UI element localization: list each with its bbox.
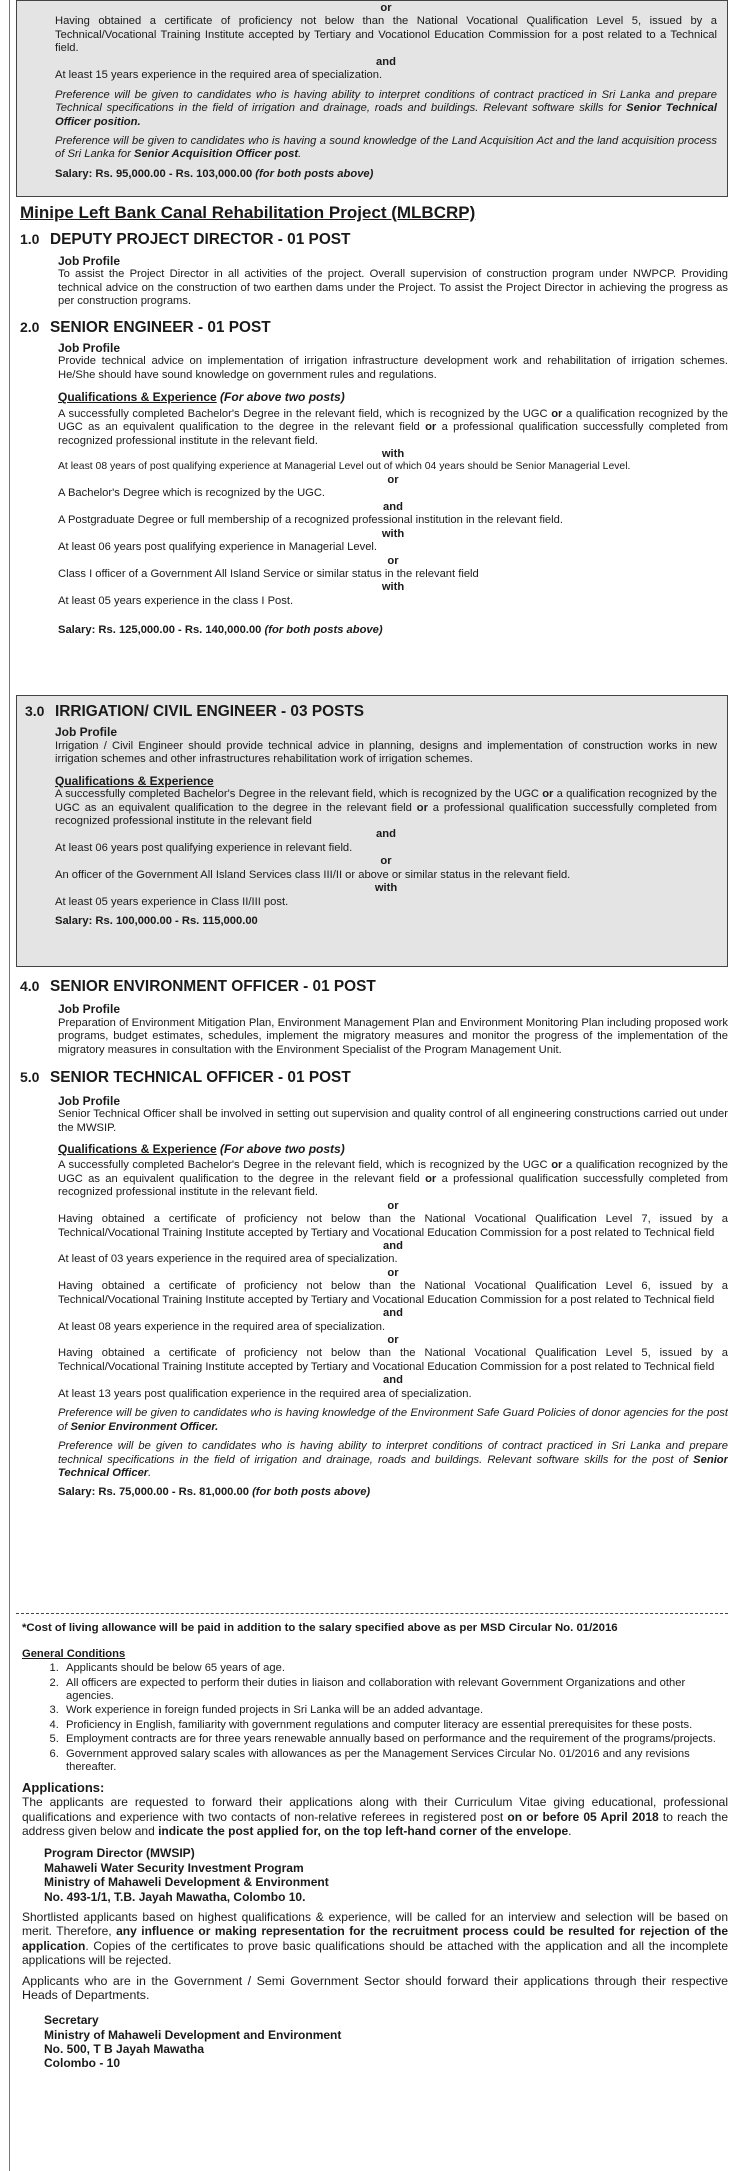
job-profile-label: Job Profile [58, 253, 121, 268]
government-officer: An officer of the Government All Island Services class III/II or above or similar status in the relevant field. [55, 868, 571, 881]
list-item: 3. Work experience in foreign funded projects in Sri Lanka will be an added advantage. [62, 1704, 728, 1717]
nvq6-requirement: Having obtained a certificate of proficiency not below than the National Vocational Qualification Level 6, issued by a Technical/Vocational Training Institute accepted by Tertiary and Vocational Education Commission for a post related to Technical field [58, 1280, 728, 1306]
qualifications-heading [58, 390, 728, 404]
address-line: No. 500, T B Jayah Mawatha [44, 2042, 205, 2057]
address-line: Secretary [44, 2013, 99, 2028]
and-connector: and [383, 1307, 403, 1320]
experience-06-years: At least 06 years post qualifying experience in relevant field. [55, 841, 353, 854]
and-connector: and [383, 1374, 403, 1387]
nvq5-requirement: Having obtained a certificate of proficiency not below than the National Vocational Qualification Level 5, issued by a Technical/Vocational Training Institute accepted by Tertiary and Vocational Education Commission for a post related to Technical field [58, 1347, 728, 1373]
or-inline: or [551, 1159, 563, 1172]
preference-post: Senior Environment Officer. [70, 1420, 219, 1433]
salary-range: Salary: Rs. 100,000.00 - Rs. 115,000.00 [55, 915, 258, 928]
general-conditions-title: General Conditions [22, 1647, 126, 1660]
or-connector: or [387, 473, 399, 486]
job-profile-label: Job Profile [58, 341, 121, 356]
job-profile-text: Senior Technical Officer shall be involved in setting out supervision and quality control of all engineering constructions carried out under the MWSIP. [58, 1108, 728, 1134]
post-number: 4.0 [20, 978, 40, 994]
post-title: SENIOR ENGINEER - 01 POST [50, 318, 271, 336]
post-title: SENIOR ENVIRONMENT OFFICER - 01 POST [50, 978, 376, 995]
salary-line [58, 1486, 728, 1499]
previous-posts-box [16, 0, 728, 197]
nvq7-requirement: Having obtained a certificate of proficiency not below than the National Vocational Qualification Level 7, issued by a Technical/Vocational Training Institute accepted by Tertiary and Vocational Education Commission for a post related to Technical field [58, 1213, 728, 1239]
post-heading-2 [20, 319, 728, 337]
experience-06-years: At least 06 years post qualifying experience in Managerial Level. [58, 541, 378, 554]
text-part: to reach the address given below and [22, 1809, 728, 1838]
and-connector: and [376, 55, 396, 68]
period: . [148, 1466, 152, 1479]
text-part: a professional qualification successfully completed from recognized professional institute in the relevant field [55, 801, 717, 828]
degree-requirement [58, 1159, 728, 1199]
or-connector: or [387, 1334, 399, 1347]
experience-13-years: At least 13 years post qualification experience in the required area of specialization. [58, 1387, 472, 1400]
job-profile-text: To assist the Project Director in all activities of the project. Overall supervision of construction program under NWPCP. Providing technical advice on the construction of two earthen dams under the Project. To assist the Project Director in achieving the progress as per construction programs. [58, 268, 728, 308]
salary-range: Salary: Rs. 125,000.00 - Rs. 140,000.00 [58, 624, 265, 637]
post-heading-3 [25, 703, 717, 721]
post-2-body [20, 341, 728, 638]
or-connector: or [380, 2, 392, 14]
list-item: 2. All officers are expected to perform their duties in liaison and collaboration with relevant Government Organizations and other agencies. [62, 1677, 728, 1704]
post-4-body [20, 1002, 728, 1057]
post-title: SENIOR TECHNICAL OFFICER - 01 POST [50, 1069, 351, 1087]
preference-note-seo [58, 1407, 728, 1434]
post-title: IRRIGATION/ CIVIL ENGINEER - 03 POSTS [55, 703, 364, 720]
post-number: 1.0 [20, 231, 40, 248]
preference-text: Preference will be given to candidates who is having a sound knowledge of the Land Acquisition Act and the land acquisition process of Sri Lanka for [55, 134, 717, 161]
address-line: Ministry of Mahaweli Development and Environment [44, 2027, 342, 2042]
text-part: Shortlisted applicants based on highest qualifications & experience, will be called for an interview and selection will be based on merit. Therefore, [22, 1909, 728, 1939]
degree-requirement [58, 408, 728, 448]
text-part: a qualification recognized by the UGC as an equivalent qualification to the degree in the relevant field [55, 788, 717, 814]
or-inline: or [551, 407, 563, 420]
text-part: The applicants are requested to forward their applications along with their Curriculum Vitae giving educational, professional qualifications and experience with two contacts of non-relative referees in registered post [22, 1795, 728, 1824]
address-line: Ministry of Mahaweli Development & Environment [44, 1875, 329, 1890]
post-3-box [16, 695, 728, 967]
job-profile-text: Provide technical advice on implementation of irrigation infrastructure development work and rehabilitation of irrigation schemes. He/She should have sound knowledge on government rules and regulations. [58, 355, 728, 381]
conditions-applications [16, 1622, 728, 2071]
post-5-body [20, 1094, 728, 1500]
salary-range: Salary: Rs. 95,000.00 - Rs. 103,000.00 [55, 167, 256, 180]
applications-instructions [22, 1795, 728, 1838]
qualifications-label: Qualifications & Experience [55, 773, 214, 788]
applications-title: Applications: [22, 1779, 105, 1795]
envelope-instruction: indicate the post applied for, on the top left-hand corner of the envelope [158, 1824, 569, 1838]
job-profile-label: Job Profile [58, 1093, 121, 1108]
and-connector: and [383, 500, 403, 513]
bachelor-degree: A Bachelor's Degree which is recognized by the UGC. [58, 487, 326, 500]
or-connector: or [387, 1266, 399, 1279]
or-connector: or [387, 1199, 399, 1212]
with-connector: with [381, 448, 405, 461]
text-part: A successfully completed Bachelor's Degree in the relevant field, which is recognized by the UGC [55, 788, 543, 801]
government-sector-note: Applicants who are in the Government / Semi Government Sector should forward their applications through their respective Heads of Departments. [22, 1973, 728, 2003]
post-heading-5 [20, 1069, 728, 1087]
qualifications-note: (For above two posts) [216, 1141, 345, 1156]
experience-03-years: At least of 03 years experience in the required area of specialization. [58, 1253, 398, 1266]
list-item: 4. Proficiency in English, familiarity with government regulations and computer literacy are essential prerequisites for these posts. [62, 1719, 728, 1732]
or-inline: or [425, 1172, 437, 1185]
experience-15-years: At least 15 years experience in the required area of specialization. [55, 69, 383, 82]
address-line: Mahaweli Water Security Investment Program [44, 1860, 304, 1875]
salary-note: (for both posts above) [264, 624, 383, 637]
project-title: Minipe Left Bank Canal Rehabilitation Project (MLBCRP) [20, 203, 476, 222]
salary-line [55, 168, 717, 181]
or-inline: or [416, 801, 428, 814]
deadline: on or before 05 April 2018 [507, 1809, 659, 1824]
nvq5-requirement: Having obtained a certificate of proficiency not below than the National Vocational Qualification Level 5, issued by a Technical/Vocational Training Institute accepted by Tertiary and Vocationol Education Commission for a post related to a Technical field. [55, 15, 717, 55]
post-heading-1 [20, 231, 728, 249]
program-director-address [22, 1846, 728, 1904]
preference-text: Preference will be given to candidates who is having knowledge of the Environment Safe Guard Policies of donor agencies for the post of [58, 1407, 728, 1433]
and-connector: and [376, 828, 396, 841]
experience-08-years: At least 08 years experience in the required area of specialization. [58, 1320, 386, 1333]
text-part: a professional qualification successfully completed from recognized professional institute in the relevant field. [58, 1172, 728, 1199]
address-line: No. 493-1/1, T.B. Jayah Mawatha, Colombo 10. [44, 1889, 306, 1904]
preference-note-sao [55, 135, 717, 162]
degree-requirement [55, 788, 717, 828]
salary-line [58, 624, 728, 637]
posts-4-5 [16, 978, 728, 1500]
qualifications-label: Qualifications & Experience [58, 1141, 217, 1156]
postgraduate-degree: A Postgraduate Degree or full membership of a recognized professional institution in the relevant field. [58, 514, 563, 527]
list-item: 1. Applicants should be below 65 years of age. [62, 1662, 728, 1675]
preference-note-sto [58, 1440, 728, 1480]
post-heading-4 [20, 978, 728, 996]
with-connector: with [381, 581, 405, 594]
job-profile-text: Preparation of Environment Mitigation Plan, Environment Management Plan and Environment Monitoring Plan including proposed work programs, budget estimates, schedules, implement the migratory measures and monitor the progress of the implementation of the migratory measures in consultation with the Environment Specialist of the Program Management Unit. [58, 1016, 728, 1056]
class-i-officer: Class I officer of a Government All Island Service or similar status in the relevant field [58, 568, 479, 581]
preference-post: Senior Acquisition Officer post [133, 148, 299, 161]
preference-post: Senior Technical Officer position. [55, 102, 717, 128]
post-1-body [20, 254, 728, 309]
post-number: 2.0 [20, 318, 40, 335]
job-profile-label: Job Profile [58, 1002, 121, 1017]
experience-05-years: At least 05 years experience in Class II/III post. [55, 895, 289, 908]
post-title: DEPUTY PROJECT DIRECTOR - 01 POST [50, 231, 351, 249]
preference-note-sto [55, 89, 717, 129]
page-margin-rule [9, 0, 10, 2171]
or-inline: or [542, 788, 554, 801]
period: . [568, 1824, 572, 1838]
warning-text: any influence or making representation for the recruitment process could be resulted for rejection of the application [22, 1924, 728, 1953]
cost-of-living-note: *Cost of living allowance will be paid in addition to the salary specified above as per MSD Circular No. 01/2016 [22, 1622, 618, 1634]
qualifications-heading [58, 1142, 728, 1156]
experience-08-years: At least 08 years of post qualifying experience at Managerial Level out of which 04 years should be Senior Managerial Level. [58, 461, 631, 473]
mlbcrp-section [16, 203, 728, 638]
address-line: Program Director (MWSIP) [44, 1846, 195, 1861]
with-connector: with [381, 527, 405, 540]
text-part: . Copies of the certificates to prove basic qualifications should be attached with the application and all the incomplete applications will be rejected. [22, 1938, 728, 1968]
job-profile-label: Job Profile [55, 725, 118, 740]
job-profile-text: Irrigation / Civil Engineer should provide technical advice in planning, designs and implementation of construction works in new irrigation schemes and other infrastructures rehabilitation work of irrigation schemes. [55, 739, 717, 766]
preference-text: Preference will be given to candidates who is having ability to interpret conditions of contract practiced in Sri Lanka and prepare technical specifications in the field of irrigation and drainage, roads and buildings. Relevant software skills for the post of [58, 1440, 728, 1466]
preference-post: Senior Technical Officer [58, 1453, 728, 1479]
general-conditions-list [22, 1662, 728, 1775]
post-3-body [25, 725, 717, 928]
text-part: A successfully completed Bachelor's Degree in the relevant field, which is recognized by the UGC [58, 407, 552, 420]
advertisement-page [16, 0, 728, 2171]
list-item: 5. Employment contracts are for three years renewable annually based on performance and the requirement of the programs/projects. [62, 1733, 728, 1746]
text-part: a qualification recognized by the UGC as an equivalent qualification to the degree in the relevant field [58, 407, 728, 434]
salary-note: (for both posts above) [255, 167, 374, 180]
period: . [298, 148, 302, 161]
qualifications-label: Qualifications & Experience [58, 390, 217, 405]
salary-note: (for both posts above) [252, 1486, 371, 1499]
or-inline: or [425, 421, 437, 434]
or-connector: or [380, 855, 392, 868]
address-line: Colombo - 10 [44, 2056, 121, 2071]
text-part: a professional qualification successfully completed from recognized professional institute in the relevant field. [58, 421, 728, 447]
salary-range: Salary: Rs. 75,000.00 - Rs. 81,000.00 [58, 1486, 253, 1499]
or-connector: or [387, 554, 399, 567]
and-connector: and [383, 1239, 403, 1252]
section-divider [16, 1613, 728, 1614]
text-part: a qualification recognized by the UGC as an equivalent qualification to the degree in the relevant field [58, 1159, 728, 1185]
post-number: 5.0 [20, 1069, 40, 1086]
post-number: 3.0 [25, 703, 45, 719]
qualifications-note: (For above two posts) [216, 390, 345, 405]
secretary-address [22, 2013, 728, 2071]
experience-05-years: At least 05 years experience in the class I Post. [58, 594, 294, 607]
text-part: A successfully completed Bachelor's Degree in the relevant field, which is recognized by the UGC [58, 1159, 552, 1172]
list-item: 6. Government approved salary scales with allowances as per the Management Services Circular No. 01/2016 and any revisions thereafter. [62, 1748, 728, 1775]
with-connector: with [374, 882, 398, 895]
preference-text: Preference will be given to candidates who is having ability to interpret conditions of contract practiced in Sri Lanka and prepare Technical specifications in the field of irrigation and drainage, roads and buildings. Relevant software skills for [55, 88, 717, 115]
shortlisting-note [22, 1910, 728, 1968]
